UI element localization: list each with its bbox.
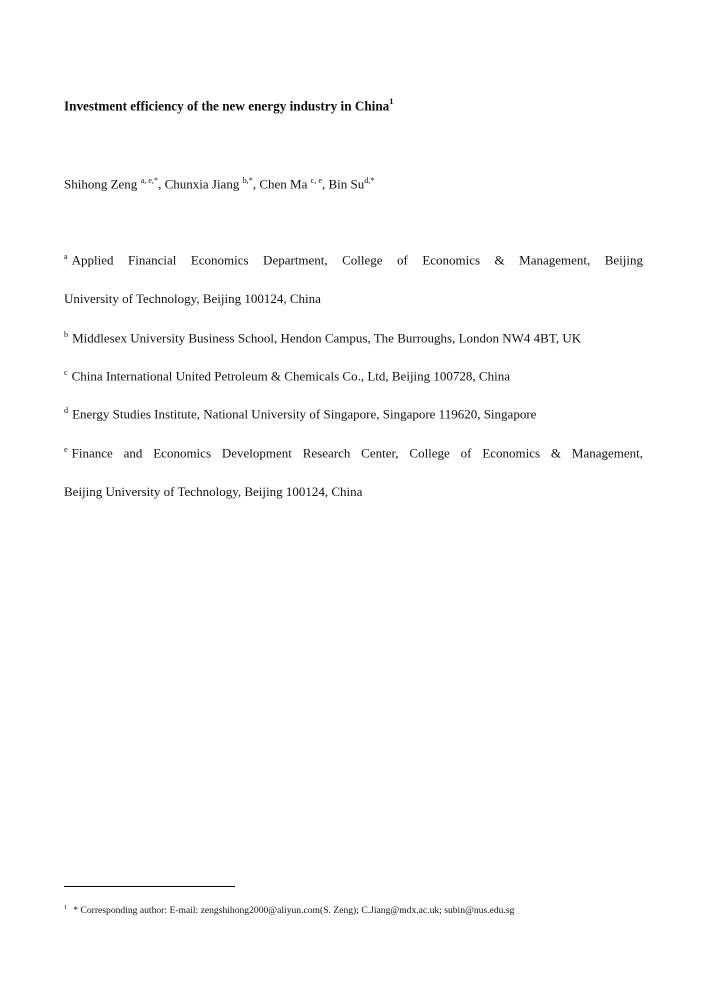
author-list [64,176,374,192]
affiliation-mark: e [64,445,68,454]
affiliation-c [64,368,510,384]
author-separator: , [158,176,165,192]
footnote-text: * Corresponding author: E-mail: zengshihong2000@aliyun.com(S. Zeng); C.Jiang@mdx.ac.uk; subin@nus.edu.sg [73,905,515,917]
affiliation-text: Middlesex University Business School, Hendon Campus, The Burroughs, London NW4 4BT, UK [72,330,582,346]
footnote-divider [64,886,235,887]
affiliation-a-line2: University of Technology, Beijing 100124, China [64,291,321,306]
author-name: Chunxia Jiang [164,176,240,192]
affiliation-text: Applied Financial Economics Department, College of Economics & Management, Beijing [71,252,643,268]
affiliation-mark: b [64,330,69,339]
author-affiliation-mark: a, e,* [140,176,159,185]
affiliation-text: China International United Petroleum & Chemicals Co., Ltd, Beijing 100728, China [71,368,510,384]
author-name: Chen Ma [259,176,308,192]
affiliation-b [64,330,581,346]
affiliation-mark: c [64,368,68,377]
affiliation-a-line1 [64,252,643,268]
affiliation-text: Energy Studies Institute, National University of Singapore, Singapore 119620, Singapore [72,406,537,422]
author-affiliation-mark: b,* [242,176,253,185]
affiliation-text: Finance and Economics Development Research Center, College of Economics & Management, [71,445,643,461]
paper-title-text: Investment efficiency of the new energy industry in China [64,98,390,114]
author-affiliation-mark: c, e [310,176,322,185]
footnote [64,904,514,916]
affiliation-mark: d [64,406,69,415]
author-separator: , [252,176,260,192]
affiliation-mark: a [64,252,68,261]
author-affiliation-mark: d,* [364,176,375,185]
affiliation-e-line1 [64,445,643,461]
title-footnote-mark: 1 [389,96,394,106]
author-name: Bin Su [328,176,365,192]
footnote-mark: 1 [64,904,68,911]
affiliation-e-line2: Beijing University of Technology, Beijing 100124, China [64,484,363,499]
affiliation-d [64,406,536,422]
author-separator: , [321,176,329,192]
paper-title [64,97,394,114]
author-name: Shihong Zeng [64,176,138,192]
